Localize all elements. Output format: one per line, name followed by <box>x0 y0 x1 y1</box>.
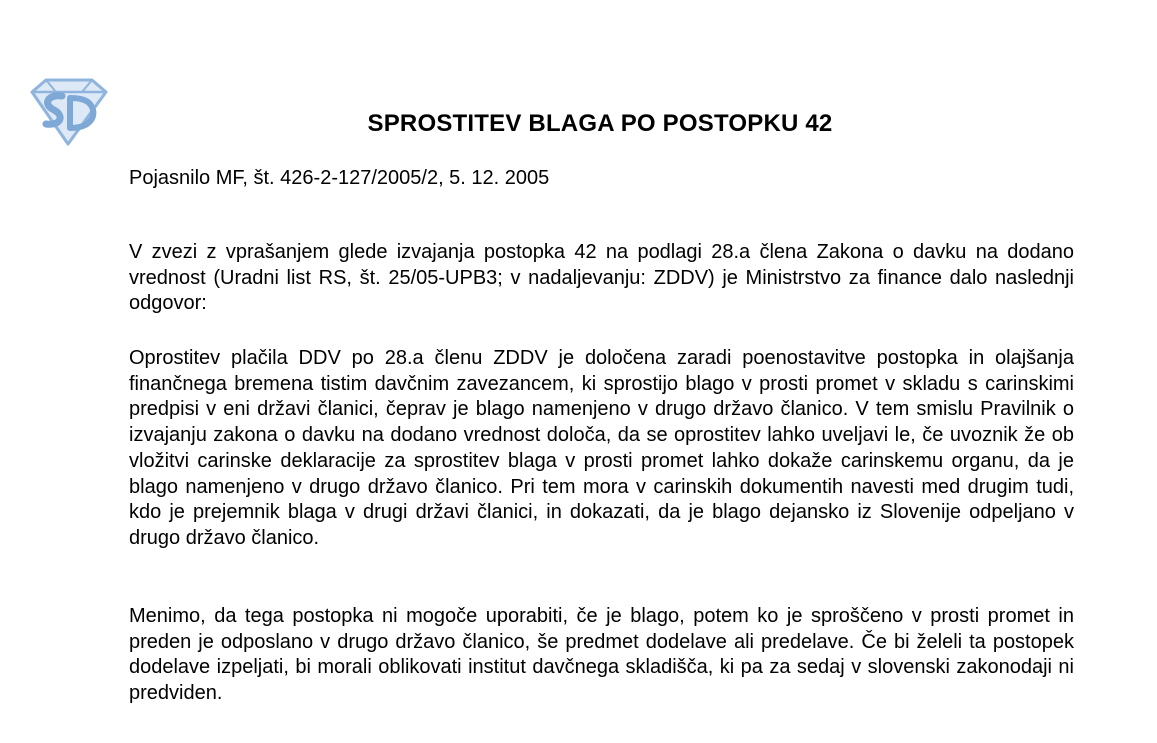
paragraph-intro: V zvezi z vprašanjem glede izvajanja postopka 42 na podlagi 28.a člena Zakona o davku na dodano vrednost (Uradni list RS, št. 25/05-UPB3; v nadaljevanju: ZDDV) je Ministrstvo za finance dalo naslednji odgovor: <box>129 241 1074 315</box>
paragraph-explanation: Oprostitev plačila DDV po 28.a členu ZDDV je določena zaradi poenostavitve postopka in olajšanja finančnega bremena tistim davčnim zavezancem, ki sprostijo blago v prosti promet v skladu s carinskimi predpisi v eni državi članici, čeprav je blago namenjeno v drugo državo članico. V tem smislu Pravilnik o izvajanju zakona o davku na dodano vrednost določa, da se oprostitev lahko uveljavi le, če uvoznik že ob vložitvi carinske deklaracije za sprostitev blaga v prosti promet lahko dokaže carinskemu organu, da je blago namenjeno v drugo državo članico. Pri tem mora v carinskih dokumentih navesti med drugim tudi, kdo je prejemnik blaga v drugi državi članici, in dokazati, da je blago dejansko iz Slovenije odpeljano v drugo državo članico. <box>129 347 1074 549</box>
document-title: SPROSTITEV BLAGA PO POSTOPKU 42 <box>367 110 833 137</box>
paragraph-conclusion: Menimo, da tega postopka ni mogoče uporabiti, če je blago, potem ko je sproščeno v prosti promet in preden je odposlano v drugo državo članico, še predmet dodelave ali predelave. Če bi želeli ta postopek dodelave izpeljati, bi morali oblikovati institut davčnega skladišča, ki pa za sedaj v slovenski zakonodaji ni predviden. <box>129 605 1074 705</box>
document-reference: Pojasnilo MF, št. 426-2-127/2005/2, 5. 12. 2005 <box>129 167 550 189</box>
